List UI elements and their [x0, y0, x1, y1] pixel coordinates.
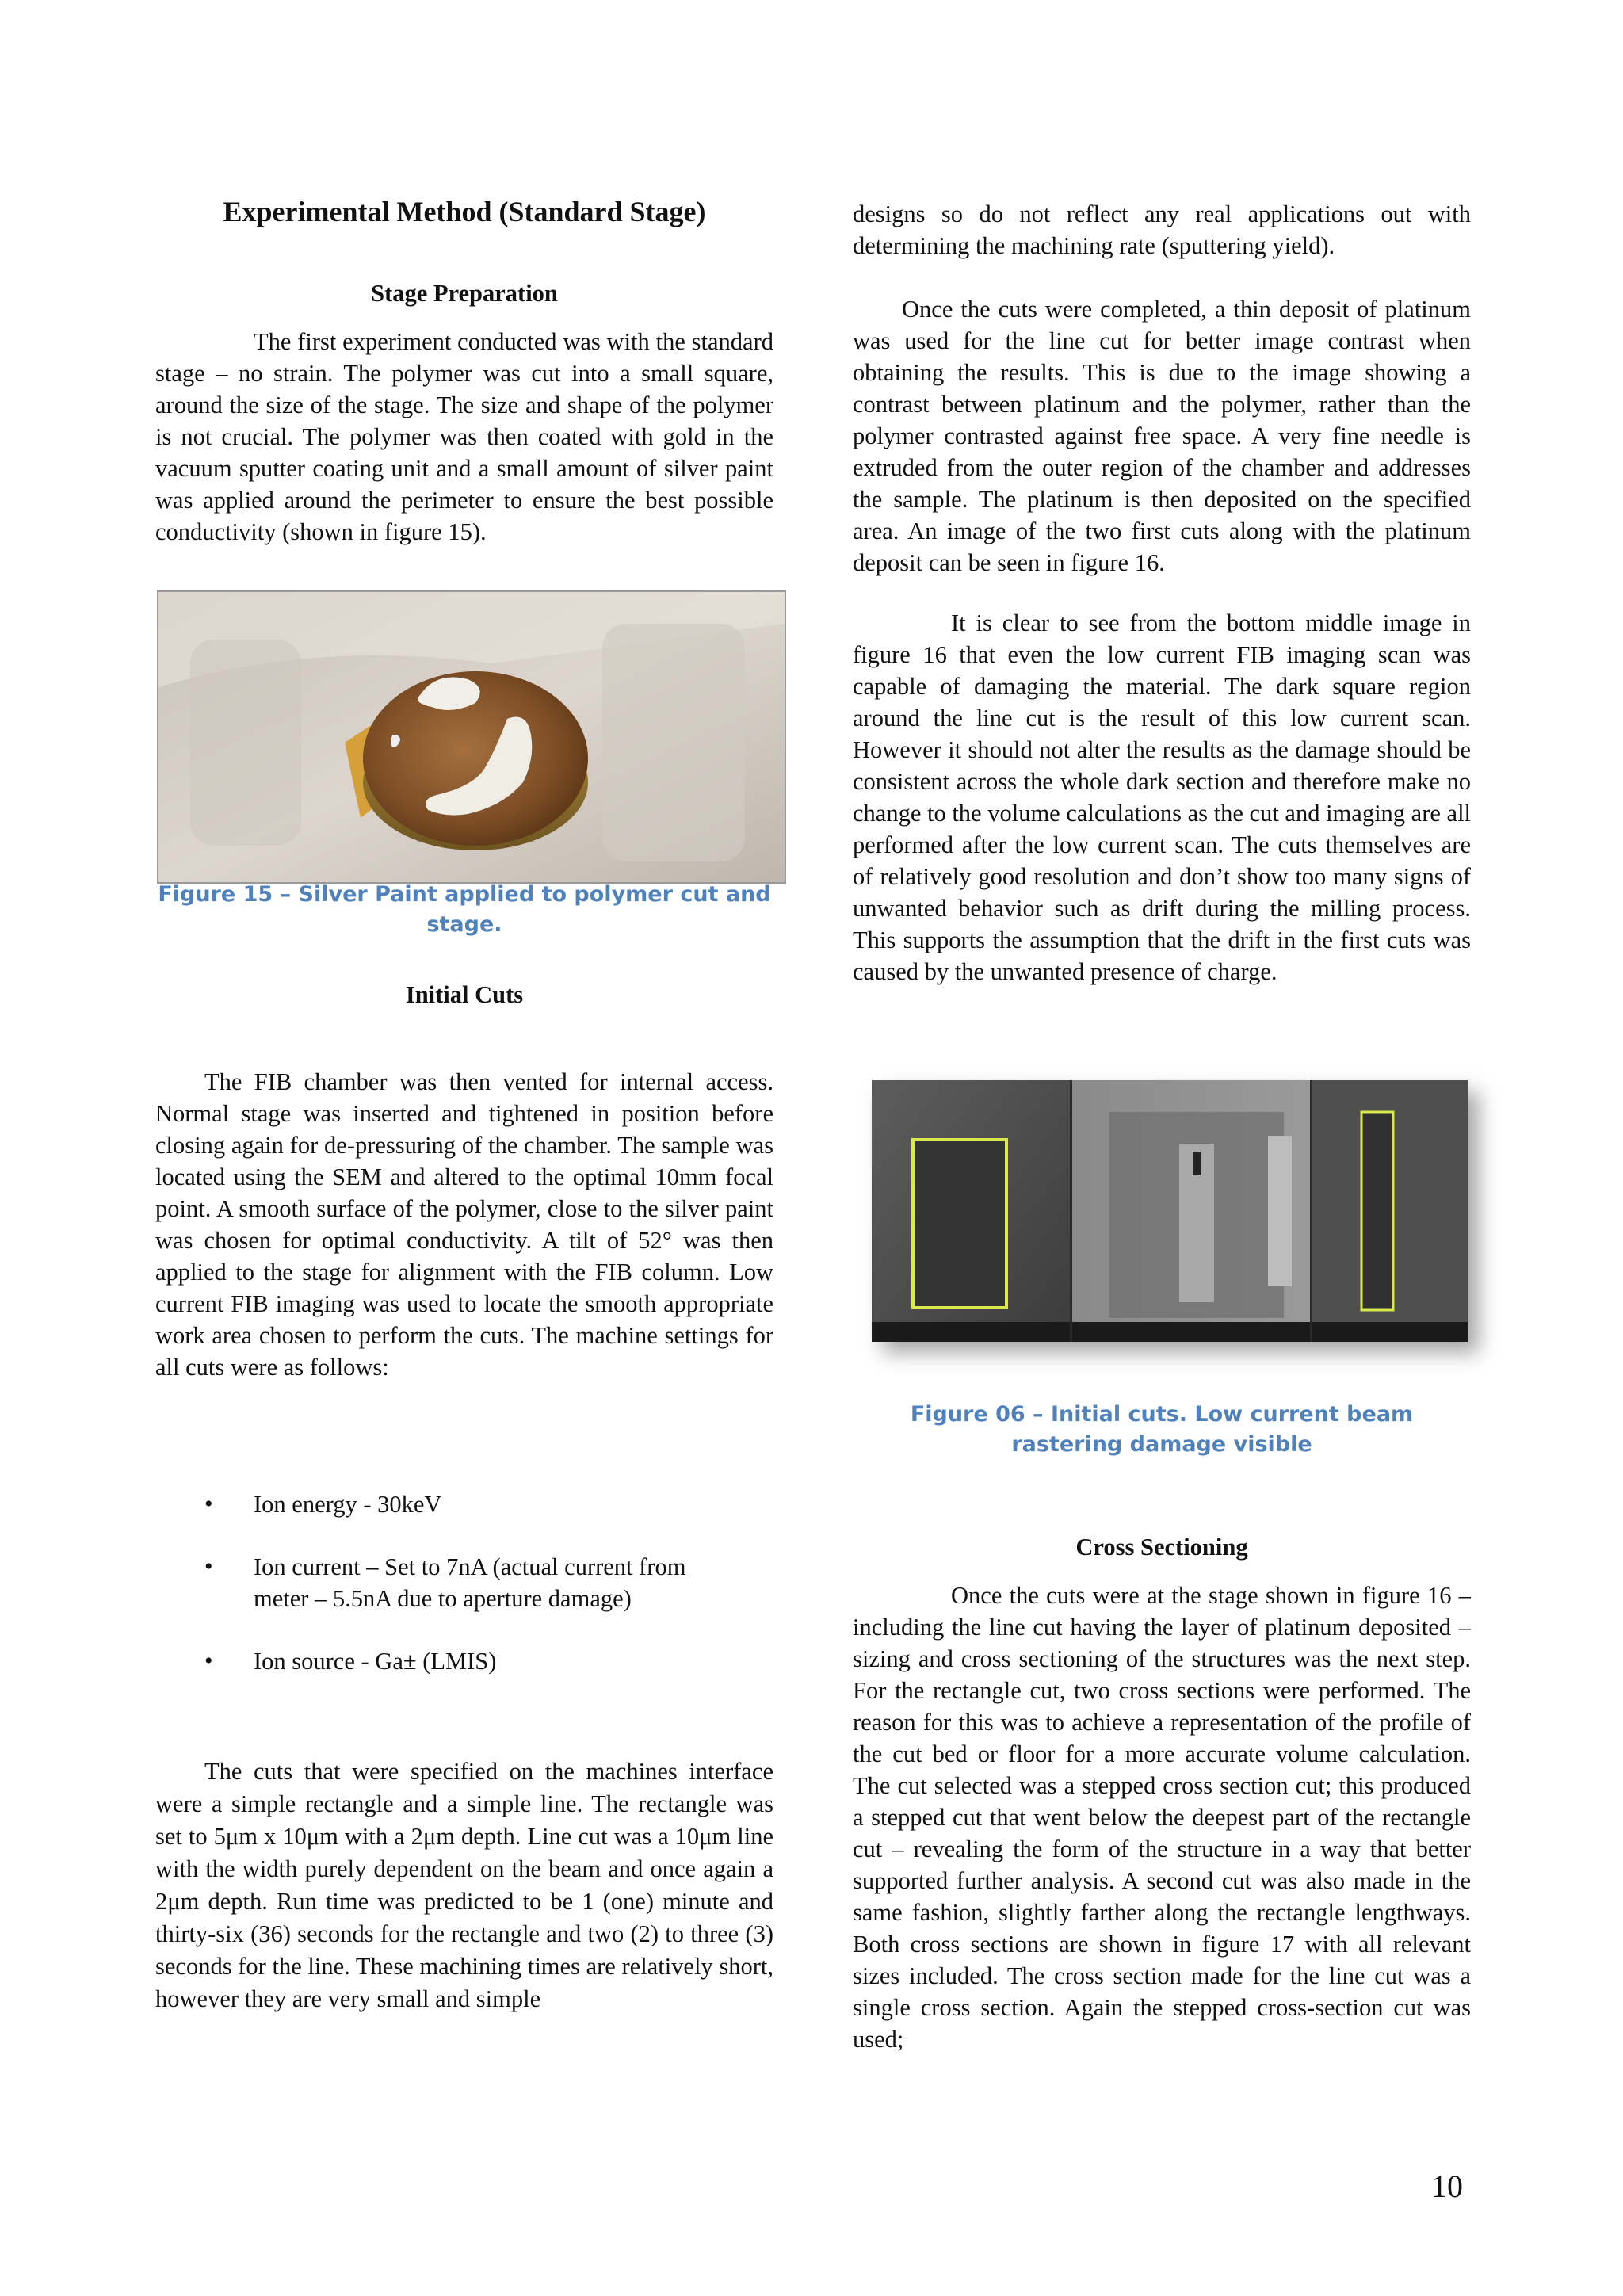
initial-cuts-paragraph: The FIB chamber was then vented for internal access. Normal stage was inserted and tightened in position before closing again for de-pressuring of the chamber. The sample was located using the SEM and altered to the optimal 10mm focal point. A smooth surface of the polymer, close to the silver paint was chosen for optimal conductivity. A tilt of 52° was then applied to the stage for alignment with the FIB column. Low current FIB imaging was used to locate the smooth appropriate work area chosen to perform the cuts. The machine settings for all cuts were as follows: [155, 1068, 773, 1381]
figure-15-caption-line2: stage. [426, 912, 502, 937]
stage-preparation-heading: Stage Preparation [371, 280, 558, 307]
silver-paint-stage-image [158, 592, 785, 882]
bullet-text-line1: Ion current – Set to 7nA (actual current from [254, 1553, 686, 1580]
cross-sectioning-heading: Cross Sectioning [1075, 1534, 1248, 1561]
figure-06-sem-images [872, 1080, 1468, 1342]
bullet-text: Ion energy - 30keV [254, 1491, 442, 1518]
initial-cuts-heading: Initial Cuts [405, 981, 524, 1008]
cut-specification-paragraph: The cuts that were specified on the machines interface were a simple rectangle and a simple line. The rectangle was set to 5μm x 10μm with a 2μm depth. Line cut was a 10μm line with the width purely dependent on the beam and once again a 2μm depth. Run time was predicted to be 1 (one) minute and thirty-six (36) seconds for the rectangle and two (2) to three (3) seconds for the line. These machining times are relatively short, however they are very small and simple [155, 1758, 773, 2012]
figure-15-caption-line1: Figure 15 – Silver Paint applied to polymer cut and [158, 882, 771, 907]
platinum-deposit-paragraph: Once the cuts were completed, a thin deposit of platinum was used for the line cut for better image contrast when obtaining the results. This is due to the image showing a contrast between platinum and the polymer, rather than the polymer contrasted against free space. A very fine needle is extruded from the outer region of the chamber and addresses the sample. The platinum is then deposited on the specified area. An image of the two first cuts along with the platinum deposit can be seen in figure 16. [853, 296, 1471, 576]
bullet-icon: • [204, 1648, 213, 1674]
bullet-icon: • [204, 1553, 213, 1580]
page-number: 10 [1431, 2168, 1463, 2204]
section-heading: Experimental Method (Standard Stage) [223, 196, 706, 227]
figure-06-caption [853, 1400, 1471, 1460]
cross-sectioning-paragraph: Once the cuts were at the stage shown in figure 16 – including the line cut having the layer of platinum deposited – sizing and cross sectioning of the structures was the next step. For the rectangle cut, two cross sections were performed. The reason for this was to achieve a representation of the profile of the cut bed or floor for a more accurate volume calculation. The cut selected was a stepped cross section cut; this produced a stepped cut that went below the deepest part of the rectangle cut – revealing the form of the structure in a way that better supported further analysis. A second cut was also made in the same fashion, slightly farther along the rectangle lengthways. Both cross sections are shown in figure 17 with all relevant sizes included. The cross section made for the line cut was a single cross section. Again the stepped cross-section cut was used; [853, 1582, 1471, 2053]
figure-06-caption-line1: Figure 06 – Initial cuts. Low current beam [910, 1402, 1414, 1427]
bullet-text: Ion source - Ga± (LMIS) [254, 1648, 497, 1675]
figure-15-caption [155, 880, 773, 940]
sem-panels [872, 1080, 1468, 1342]
figure-06-caption-line2: rastering damage visible [1011, 1432, 1312, 1457]
damage-observation-paragraph: It is clear to see from the bottom middle image in figure 16 that even the low current FIB imaging scan was capable of damaging the material. The dark square region around the line cut is the result of this low current scan. However it should not alter the results as the damage should be consistent across the whole dark section and therefore make no change to the volume calculations as the cut and imaging are all performed after the low current scan. The cuts themselves are of relatively good resolution and don’t show too many signs of unwanted behavior such as drift during the milling process. This supports the assumption that the drift in the first cuts was caused by the unwanted presence of charge. [853, 609, 1472, 985]
stage-preparation-paragraph: The first experiment conducted was with the standard stage – no strain. The polymer was cut into a small square, around the size of the stage. The size and shape of the polymer is not crucial. The polymer was then coated with gold in the vacuum sputter coating unit and a small amount of silver paint was applied around the perimeter to ensure the best possible conductivity (shown in figure 15). [155, 328, 773, 545]
designs-paragraph: designs so do not reflect any real applications out with determining the machining rate (sputtering yield). [853, 201, 1471, 259]
bullet-icon: • [204, 1491, 213, 1517]
figure-15-photo [157, 590, 786, 884]
bullet-text-line2: meter – 5.5nA due to aperture damage) [254, 1585, 632, 1612]
